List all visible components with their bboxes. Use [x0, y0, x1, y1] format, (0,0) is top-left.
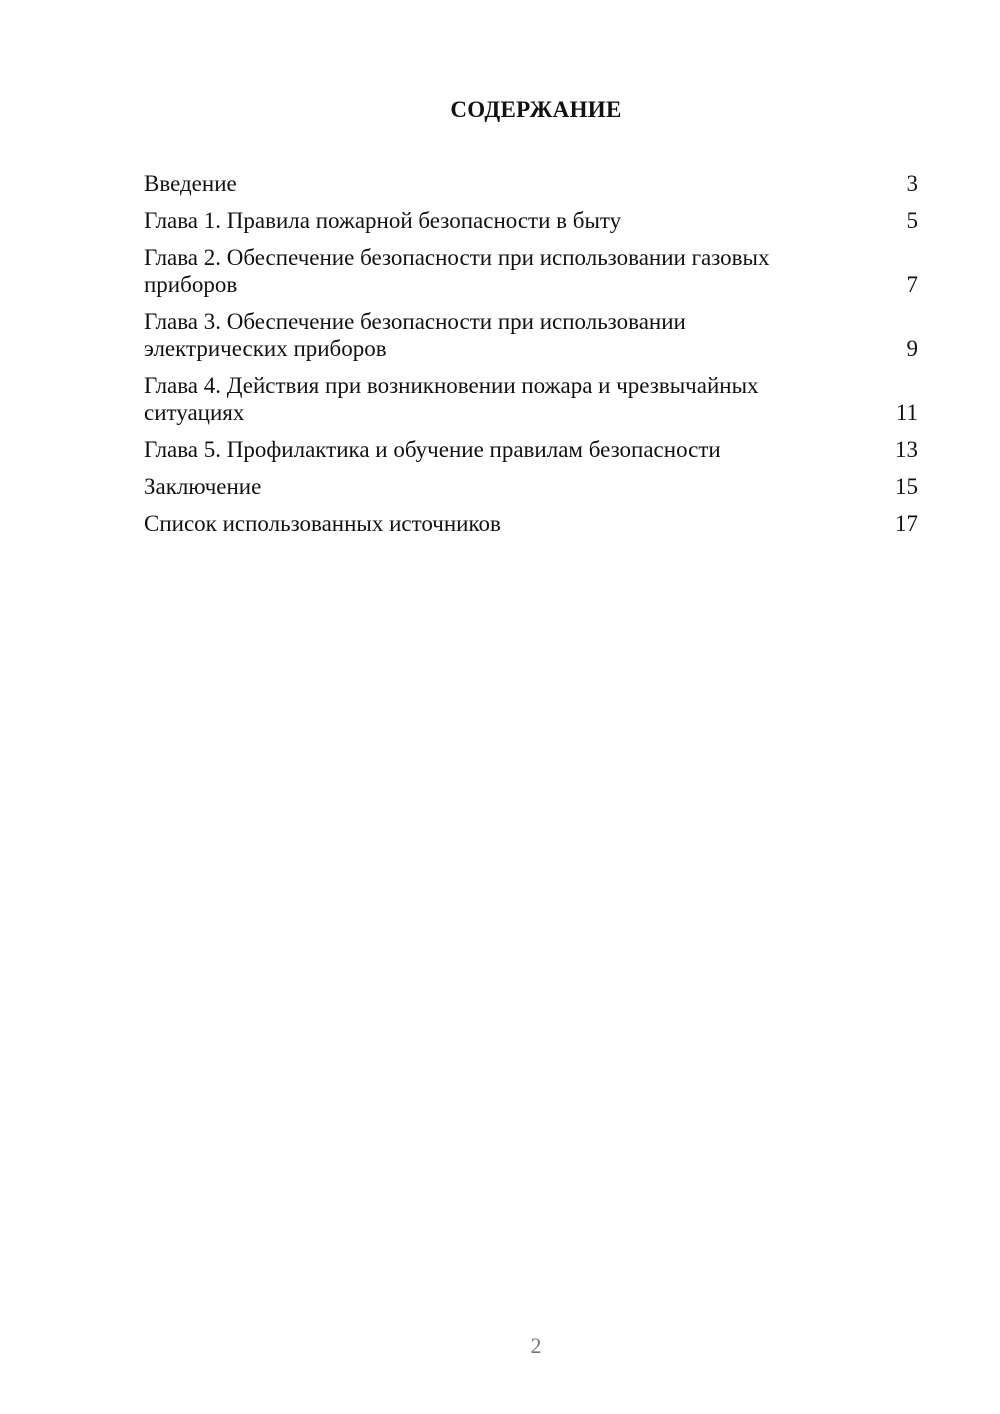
- toc-entry-page: 3: [906, 171, 918, 196]
- toc-entry-page: 17: [895, 511, 918, 536]
- page-number: 2: [530, 1333, 542, 1358]
- toc-entry-chapter-4[interactable]: [144, 372, 918, 426]
- toc-entry-text: Введение: [144, 171, 237, 196]
- toc-entry-text: Заключение: [144, 474, 262, 499]
- toc-entry-chapter-1[interactable]: [144, 207, 918, 234]
- toc-entry-page: 7: [906, 272, 918, 297]
- table-of-contents: [144, 170, 918, 547]
- toc-entry-chapter-5[interactable]: [144, 436, 918, 463]
- toc-entry-text: Глава 1. Правила пожарной безопасности в быту: [144, 208, 622, 233]
- toc-entry-text: Глава 3. Обеспечение безопасности при использовании электрических приборов: [144, 309, 686, 361]
- page-title: СОДЕРЖАНИЕ: [450, 97, 622, 122]
- toc-entry-text: Глава 2. Обеспечение безопасности при использовании газовых приборов: [144, 245, 770, 297]
- toc-entry-conclusion[interactable]: [144, 473, 918, 500]
- toc-entry-page: 9: [906, 336, 918, 361]
- toc-entry-chapter-3[interactable]: [144, 308, 918, 362]
- toc-entry-chapter-2[interactable]: [144, 244, 918, 298]
- toc-entry-page: 5: [906, 208, 918, 233]
- toc-entry-text: Глава 4. Действия при возникновении пожара и чрезвычайных ситуациях: [144, 373, 759, 425]
- toc-entry-page: 15: [895, 474, 918, 499]
- toc-entry-page: 13: [895, 437, 918, 462]
- toc-entry-page: 11: [895, 400, 918, 425]
- toc-entry-introduction[interactable]: [144, 170, 918, 197]
- toc-entry-text: Глава 5. Профилактика и обучение правилам безопасности: [144, 437, 721, 462]
- toc-entry-references[interactable]: [144, 510, 918, 537]
- toc-entry-text: Список использованных источников: [144, 511, 501, 536]
